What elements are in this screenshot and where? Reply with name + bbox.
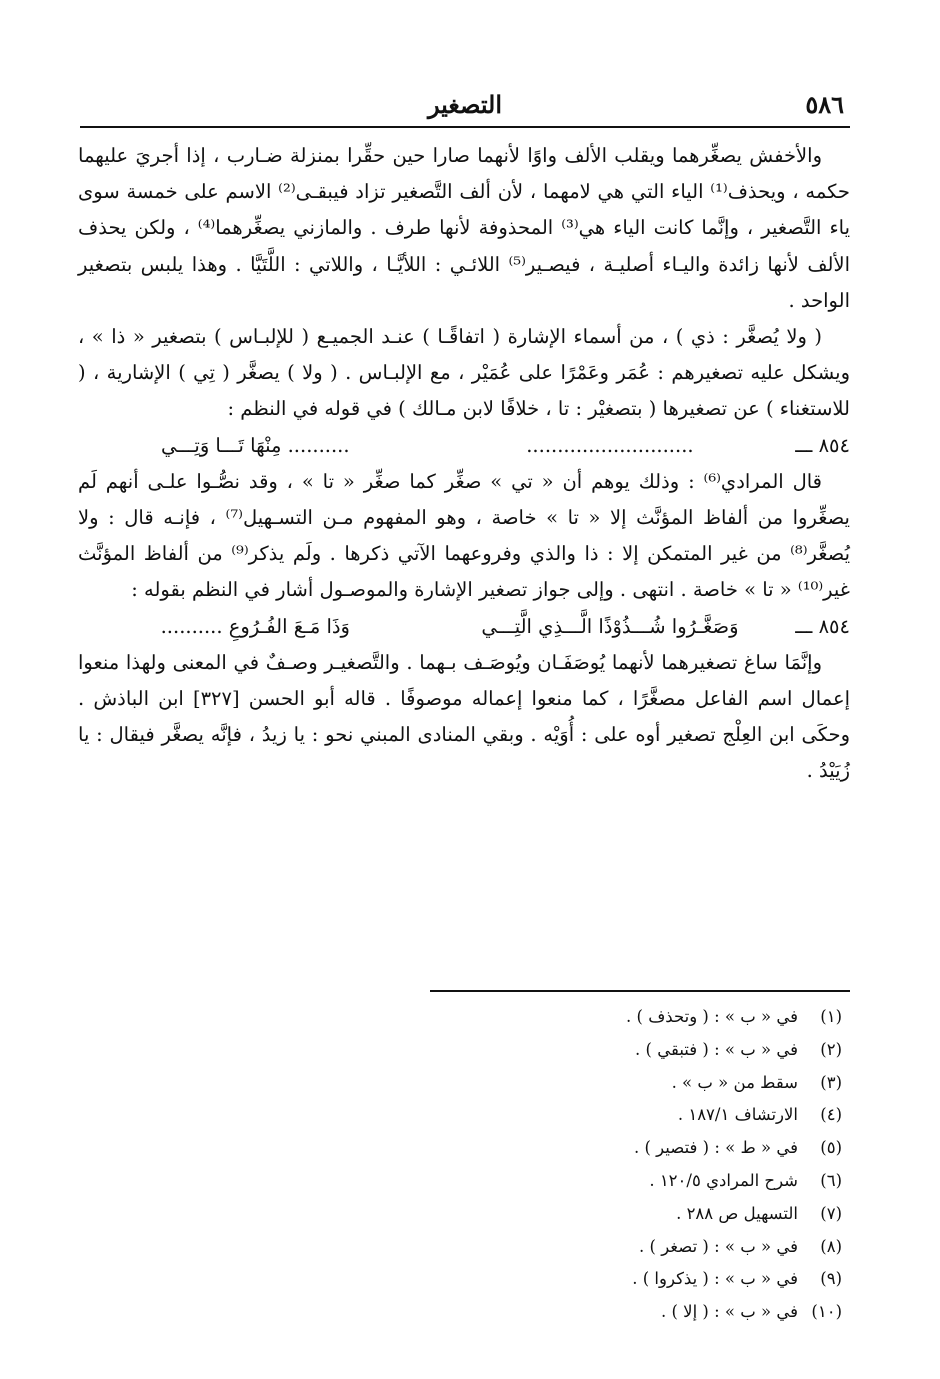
footnote-text: التسهيل ص ٢٨٨ . (676, 1203, 798, 1223)
footnote-number: (٨) (820, 1236, 842, 1256)
main-text (78, 138, 850, 790)
footnote-text: سقط من « ب » . (671, 1072, 798, 1092)
verse-line-1 (78, 428, 850, 464)
verse-number: ٨٥٤ ـــ (795, 614, 850, 638)
footnote-text: في « ب » : ( فتبقي ) . (635, 1039, 798, 1059)
footnote-item (282, 1198, 842, 1231)
verse-first-half: وَصَغَّـرُوا شُـــذُوْذًا الَّـــذِي الَّتِـــي (481, 614, 739, 638)
paragraph-1: والأخفش يصغِّرهما ويقلب الألف واوًا لأنهما صارا حين حقِّرا بمنزلة ضـارب ، إذا أجريَ عليهما حكمه ، ويحذف⁽¹⁾ الياء التي هي لامهما ، لأن ألف التَّصغير تزاد فيبقـى⁽²⁾ الاسم على خمسة سوى ياء التَّصغير ، وإنَّما كانت الياء هي⁽³⁾ المحذوفة لأنها طرف . والمازني يصغِّرهما⁽⁴⁾ ، ولكن يحذف الألف لأنها زائدة واليـاء أصليـة ، فيصـير⁽⁵⁾ اللائـي : اللأيَّـا ، واللاتي : اللَّتَيَّا . وهذا يلبس بتصغير الواحد . (78, 144, 850, 312)
page-number: ٥٨٦ (805, 90, 844, 119)
footnote-text: الارتشاف ١٨٧/١ . (677, 1105, 798, 1125)
footnote-number: (٢) (820, 1039, 842, 1059)
footnote-number: (١٠) (811, 1302, 842, 1322)
footnote-text: في « ب » : ( وتحذف ) . (626, 1007, 798, 1026)
paragraph-2: ( ولا يُصغَّر : ذي ) ، من أسماء الإشارة ( اتفاقًـا ) عنـد الجميـع ( للإلبـاس ) بتصغير « ذا » ، ويشكل عليه تصغيرهم : عُمَر وعَمْرًا على عُمَيْر ، مع الإلبـاس . ( ولا ) يصغَّر ( تِي ) الإشارية ، ( للاستغناء ) عن تصغيرها ( بتصغيْر : تا ، خلافًا لابن مـالك ) في قوله في النظم : (78, 325, 850, 421)
verse-line-2 (78, 609, 850, 645)
footnote-text: شرح المرادي ١٢٠/٥ . (649, 1170, 798, 1190)
footnote-item (282, 1001, 842, 1034)
footnote-number: (٤) (820, 1105, 842, 1125)
footnote-divider (430, 990, 850, 992)
footnote-item (282, 1263, 842, 1296)
chapter-title: التصغير (427, 90, 503, 119)
footnote-text: في « ب » : ( يذكروا ) . (632, 1269, 798, 1289)
footnote-item (282, 1034, 842, 1067)
paragraph-4: وإنَّمَا ساغ تصغيرهما لأنهما يُوصَفَـان ويُوصَـف بـهما . والتَّصغيـر وصـفٌ في المعنى ولهذا منعوا إعمال اسم الفاعل مصغَّرًا ، كما منعوا إعماله موصوفًا . قاله أبو الحسن [٣٢٧] ابن الباذش . وحكَى ابن العِلْج تصغير أوه على : أُوَيْه . وبقي المنادى المبني نحو : يا زيدُ ، فإنَّه يصغَّر فيقال : يا زُيَيْدُ . (78, 650, 850, 783)
footnote-item (282, 1231, 842, 1264)
verse-second-half: وَذَا مَـعَ الفُـرُوعِ .......... (160, 614, 350, 638)
footnote-number: (١) (820, 1007, 842, 1026)
footnote-text: في « ط » : ( فتصير ) . (634, 1138, 798, 1158)
footnote-item (282, 1132, 842, 1165)
footnote-text: في « ب » : ( إلا ) . (661, 1302, 798, 1322)
footnote-item (282, 1067, 842, 1100)
verse-first-half: ........................... (526, 433, 694, 457)
verse-second-half: .......... مِنْهَا تَـــا وَتِـــي (161, 433, 350, 457)
footnote-number: (٧) (820, 1203, 842, 1223)
footnote-number: (٣) (820, 1072, 842, 1092)
running-header (80, 88, 850, 128)
paragraph-3: قال المرادي⁽⁶⁾ : وذلك يوهم أن « تي » صغِّر كما صغِّر « تا » ، وقد نصُّـوا علـى أنهم لَم يصغِّروا من ألفاظ المؤنَّث إلا « تا » خاصة ، وهو المفهوم مـن التسـهيل⁽⁷⁾ ، فإنـه قال : ولا يُصغَّر⁽⁸⁾ من غير المتمكن إلا : ذا والذي وفروعهما الآتي ذكرها . ولَم يذكر⁽⁹⁾ من ألفاظ المؤنَّث غير⁽¹⁰⁾ « تا » خاصة . انتهى . وإلى جواز تصغير الإشارة والموصـول أشار في النظم بقوله : (78, 469, 851, 602)
footnote-item (282, 1165, 842, 1198)
footnote-number: (٥) (820, 1138, 842, 1158)
footnote-number: (٦) (820, 1170, 842, 1190)
footnote-item (282, 1296, 842, 1329)
footnote-item (282, 1099, 842, 1132)
verse-number: ٨٥٤ ـــ (795, 433, 850, 457)
footnote-number: (٩) (820, 1269, 842, 1289)
footnote-text: في « ب » : ( تصغر ) . (639, 1236, 798, 1256)
footnotes (282, 1001, 842, 1329)
